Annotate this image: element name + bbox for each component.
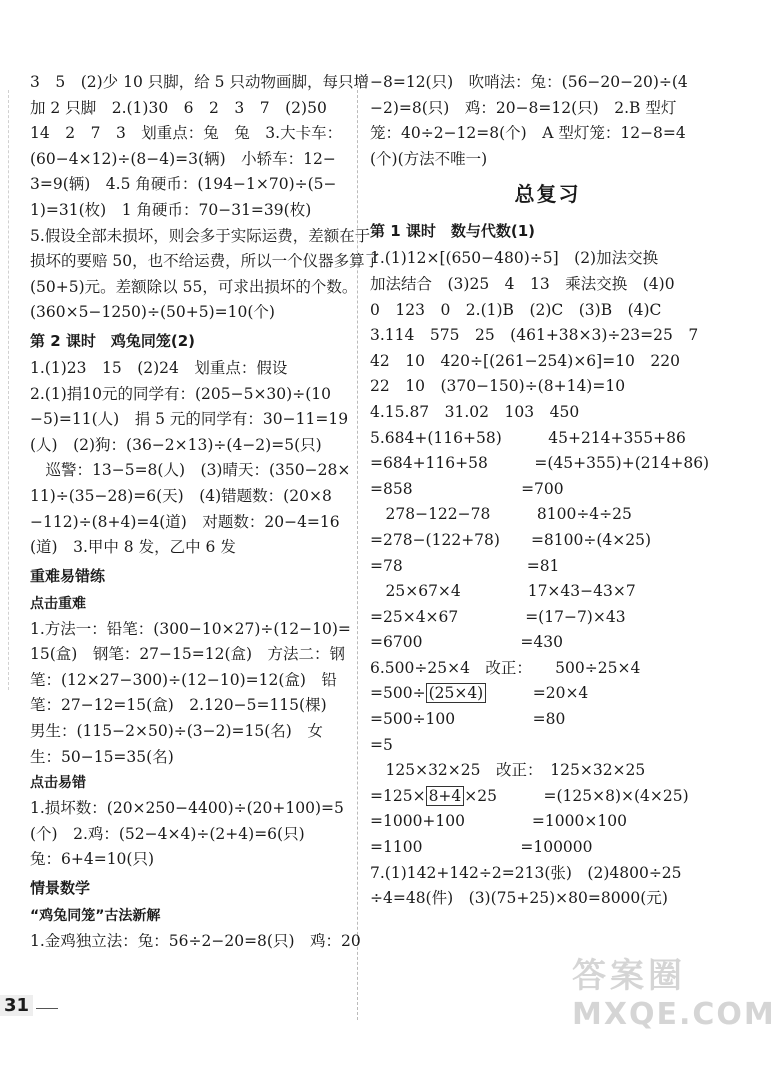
- answer-block: [30, 796, 348, 873]
- text-line: 14 2 7 3 划重点：兔 兔 3.大卡车：: [30, 124, 343, 143]
- answer-block: [30, 617, 351, 771]
- text-line: 1.方法一：铅笔：(300−10×27)÷(12−10)=: [30, 619, 351, 638]
- section-heading: 重难易错练: [30, 566, 106, 585]
- text-line: [370, 784, 725, 810]
- left-column: [30, 70, 381, 955]
- text-line: =858 =700: [370, 479, 564, 498]
- page-number-rule: [36, 1008, 58, 1009]
- answer-block: [30, 70, 381, 326]
- watermark-text: 答案圈: [572, 956, 686, 996]
- text-line: 2.(1)捐10元的同学有：(205−5×30)÷(10: [30, 384, 331, 403]
- watermark-url: MXQE.COM: [572, 997, 776, 1032]
- answer-block: [370, 70, 725, 172]
- answer-block: [30, 929, 361, 955]
- text-line: −5)=11(人) 捐 5 元的同学有：30−11=19: [30, 410, 349, 429]
- text-line: −2)=8(只) 鸡：20−8=12(只) 2.B 型灯: [370, 98, 677, 117]
- boxed-correction: (25×4): [426, 683, 487, 703]
- text-line: 1.损坏数：(20×250−4400)÷(20+100)=5: [30, 799, 344, 818]
- text-line: =25×4×67 =(17−7)×43: [370, 607, 626, 626]
- text-line: (个) 2.鸡：(52−4×4)÷(2+4)=6(只): [30, 824, 305, 843]
- text-line: 5.684+(116+58) 45+214+355+86: [370, 428, 686, 447]
- text-line: ÷4=48(件) (3)(75+25)×80=8000(元): [370, 889, 668, 908]
- text-line: =1000+100 =1000×100: [370, 812, 627, 831]
- margin-dashed-line: [8, 90, 9, 690]
- text-line: (道) 3.甲中 8 发，乙中 6 发: [30, 538, 236, 557]
- watermark-logo: [572, 948, 776, 1058]
- boxed-correction: 8+4: [426, 786, 465, 806]
- section-heading: 第 1 课时 数与代数(1): [370, 222, 536, 241]
- text-line: 笔：27−12=15(盒) 2.120−5=115(棵): [30, 696, 327, 715]
- text-line: 兔：6+4=10(只): [30, 850, 155, 869]
- text-line: 1.(1)12×[(650−480)÷5] (2)加法交换: [370, 249, 659, 268]
- text-fragment: ×25 =(125×8)×(4×25): [464, 786, 689, 805]
- text-line: 4.15.87 31.02 103 450: [370, 402, 580, 421]
- subsection-heading: 点击易错: [30, 775, 86, 792]
- text-line: =500÷100 =80: [370, 710, 566, 729]
- text-line: [370, 681, 725, 707]
- text-line: 0 123 0 2.(1)B (2)C (3)B (4)C: [370, 300, 662, 319]
- text-line: 损坏的要赔 50，也不给运费，所以一个仪器多算了: [30, 252, 381, 271]
- text-line: 笔：(12×27−300)÷(12−10)=12(盒) 铅: [30, 670, 337, 689]
- answer-block: [30, 356, 351, 561]
- right-column: [370, 70, 725, 912]
- text-fragment: =125×: [370, 786, 426, 805]
- text-line: 加 2 只脚 2.(1)30 6 2 3 7 (2)50: [30, 98, 327, 117]
- subsection-heading: “鸡兔同笼”古法新解: [30, 908, 161, 925]
- text-line: (360×5−1250)÷(50+5)=10(个): [30, 303, 275, 322]
- text-line: =278−(122+78) =8100÷(4×25): [370, 530, 652, 549]
- text-line: 278−122−78 8100÷4÷25: [370, 505, 632, 524]
- text-line: 笼：40÷2−12=8(个) A 型灯笼：12−8=4: [370, 124, 686, 143]
- text-fragment: =20×4: [486, 684, 589, 703]
- text-line: (人) (2)狗：(36−2×13)÷(4−2)=5(只): [30, 435, 322, 454]
- text-line: 15(盒) 钢笔：27−15=12(盒) 方法二：钢: [30, 645, 346, 664]
- text-line: 3 5 (2)少 10 只脚，给 5 只动物画脚，每只增: [30, 73, 369, 91]
- chapter-title: 总复习: [514, 182, 581, 207]
- text-line: 1.(1)23 15 (2)24 划重点：假设: [30, 358, 288, 377]
- text-line: −8=12(只) 吹哨法：兔：(56−20−20)÷(4: [370, 73, 688, 91]
- page-number: 31: [0, 995, 33, 1016]
- text-line: 7.(1)142+142÷2=213(张) (2)4800÷25: [370, 863, 682, 882]
- text-line: 3=9(辆) 4.5 角硬币：(194−1×70)÷(5−: [30, 175, 337, 194]
- text-line: 5.假设全部未损坏，则会多于实际运费，差额在于: [30, 226, 371, 245]
- text-line: 25×67×4 17×43−43×7: [370, 582, 636, 601]
- section-heading: 情景数学: [30, 879, 91, 898]
- text-line: 11)÷(35−28)=6(天) (4)错题数：(20×8: [30, 486, 332, 505]
- text-line: 巡警：13−5=8(人) (3)晴天：(350−28×: [30, 461, 351, 480]
- text-line: 加法结合 (3)25 4 13 乘法交换 (4)0: [370, 274, 675, 293]
- text-line: =684+116+58 =(45+355)+(214+86): [370, 454, 710, 473]
- text-line: (50+5)元。差额除以 55，可求出损坏的个数。: [30, 277, 358, 296]
- text-line: (60−4×12)÷(8−4)=3(辆) 小轿车：12−: [30, 149, 336, 168]
- answer-block: [370, 707, 725, 784]
- text-line: =78 =81: [370, 556, 560, 575]
- text-line: 125×32×25 改正： 125×32×25: [370, 761, 646, 780]
- text-line: 3.114 575 25 (461+38×3)÷23=25 7: [370, 326, 699, 345]
- text-fragment: =500÷: [370, 684, 426, 703]
- text-line: 男生：(115−2×50)÷(3−2)=15(名) 女: [30, 722, 323, 741]
- text-line: 6.500÷25×4 改正： 500÷25×4: [370, 658, 641, 677]
- text-line: 22 10 (370−150)÷(8+14)=10: [370, 377, 626, 396]
- subsection-heading: 点击重难: [30, 595, 86, 612]
- section-heading: 第 2 课时 鸡兔同笼(2): [30, 331, 196, 350]
- text-line: =1100 =100000: [370, 838, 593, 857]
- text-line: 生：50−15=35(名): [30, 747, 174, 766]
- text-line: −112)÷(8+4)=4(道) 对题数：20−4=16: [30, 512, 340, 531]
- text-line: =6700 =430: [370, 633, 563, 652]
- text-line: 42 10 420÷[(261−254)×6]=10 220: [370, 351, 681, 370]
- text-line: =5: [370, 735, 393, 754]
- text-line: 1)=31(枚) 1 角硬币：70−31=39(枚): [30, 200, 312, 219]
- text-line: 1.金鸡独立法：兔：56÷2−20=8(只) 鸡：20: [30, 932, 361, 951]
- column-divider: [357, 75, 358, 1020]
- answer-block: [370, 809, 725, 911]
- text-line: (个)(方法不唯一): [370, 149, 488, 168]
- answer-block: [370, 246, 725, 656]
